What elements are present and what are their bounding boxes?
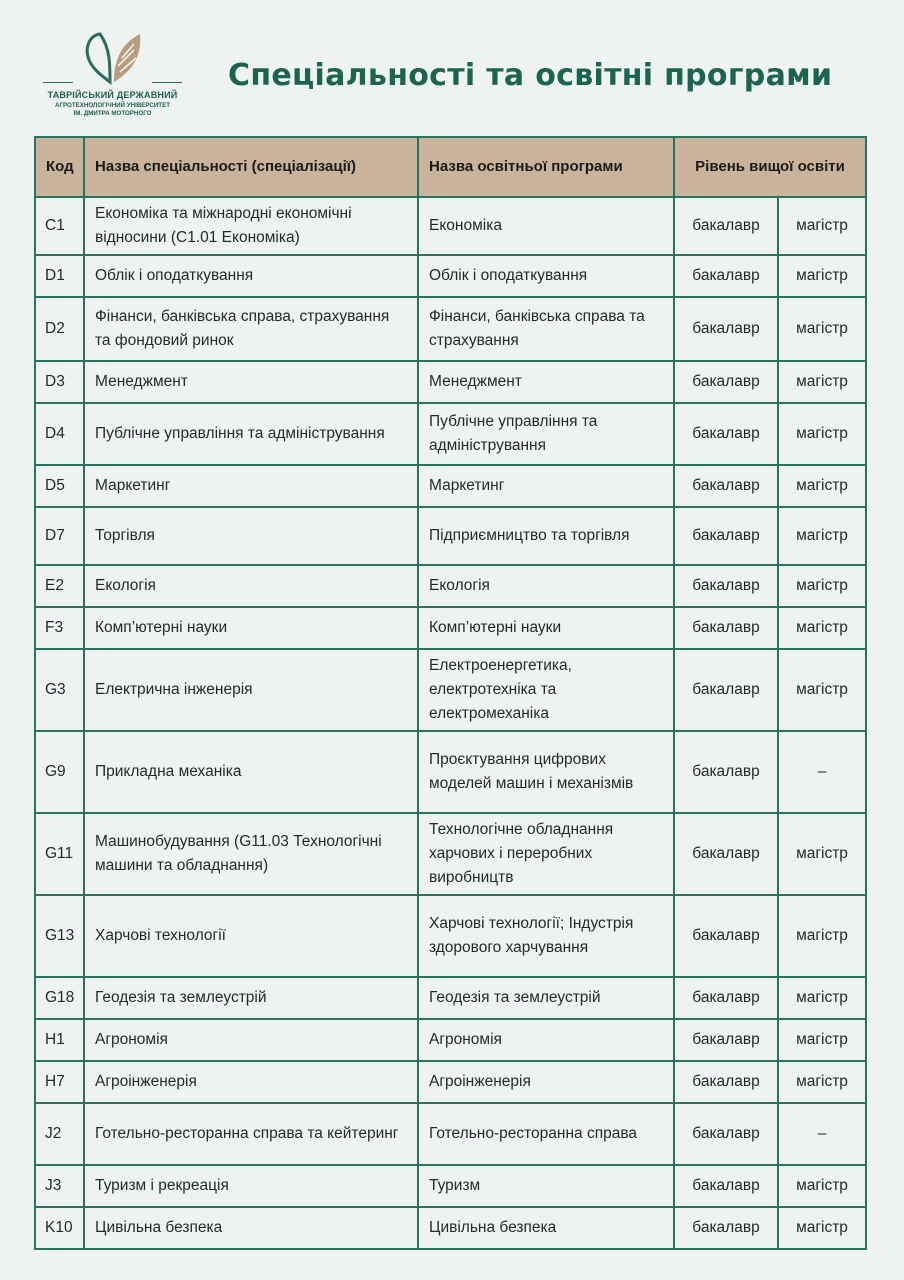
cell-bachelor: бакалавр: [674, 649, 778, 731]
cell-specialty: Харчові технології: [84, 895, 418, 977]
cell-bachelor: бакалавр: [674, 1207, 778, 1249]
cell-program: Облік і оподаткування: [418, 255, 674, 297]
cell-program: Комп’ютерні науки: [418, 607, 674, 649]
table-row: [35, 607, 866, 649]
cell-program: Підприємництво та торгівля: [418, 507, 674, 565]
table-row: [35, 813, 866, 895]
cell-program: Агрономія: [418, 1019, 674, 1061]
column-header-level: Рівень вищої освіти: [674, 137, 866, 197]
cell-bachelor: бакалавр: [674, 1061, 778, 1103]
cell-specialty: Електрична інженерія: [84, 649, 418, 731]
table-row: [35, 731, 866, 813]
cell-code: J3: [35, 1165, 84, 1207]
cell-code: F3: [35, 607, 84, 649]
cell-master: магістр: [778, 1061, 866, 1103]
table-row: [35, 297, 866, 361]
column-header-code: Код: [35, 137, 84, 197]
cell-program: Економіка: [418, 197, 674, 255]
cell-code: G11: [35, 813, 84, 895]
table-row: [35, 1019, 866, 1061]
cell-master: магістр: [778, 1165, 866, 1207]
cell-program: Проєктування цифрових моделей машин і механізмів: [418, 731, 674, 813]
column-header-specialty: Назва спеціальності (спеціалізації): [84, 137, 418, 197]
cell-program: Харчові технології; Індустрія здорового харчування: [418, 895, 674, 977]
table-row: [35, 361, 866, 403]
column-header-program: Назва освітньої програми: [418, 137, 674, 197]
cell-code: G3: [35, 649, 84, 731]
table-row: [35, 895, 866, 977]
cell-bachelor: бакалавр: [674, 1019, 778, 1061]
cell-program: Публічне управління та адміністрування: [418, 403, 674, 465]
cell-code: D4: [35, 403, 84, 465]
cell-specialty: Економіка та міжнародні економічні відносини (C1.01 Економіка): [84, 197, 418, 255]
cell-code: D2: [35, 297, 84, 361]
cell-program: Цивільна безпека: [418, 1207, 674, 1249]
leaf-logo-icon: [82, 28, 144, 86]
cell-program: Електроенергетика, електротехніка та електромеханіка: [418, 649, 674, 731]
cell-master: магістр: [778, 977, 866, 1019]
cell-bachelor: бакалавр: [674, 361, 778, 403]
cell-specialty: Цивільна безпека: [84, 1207, 418, 1249]
university-name-line2: АГРОТЕХНОЛОГІЧНИЙ УНІВЕРСИТЕТ: [54, 102, 170, 109]
university-name-line3: ІМ. ДМИТРА МОТОРНОГО: [73, 110, 152, 117]
cell-master: магістр: [778, 465, 866, 507]
cell-specialty: Екологія: [84, 565, 418, 607]
cell-master: магістр: [778, 403, 866, 465]
cell-master: магістр: [778, 649, 866, 731]
cell-bachelor: бакалавр: [674, 403, 778, 465]
page-header: [0, 0, 904, 135]
university-name-line1: ТАВРІЙСЬКИЙ ДЕРЖАВНИЙ: [47, 90, 178, 100]
cell-master: магістр: [778, 813, 866, 895]
cell-code: D3: [35, 361, 84, 403]
cell-program: Технологічне обладнання харчових і переробних виробництв: [418, 813, 674, 895]
cell-master: магістр: [778, 565, 866, 607]
logo-divider-right: [152, 82, 182, 83]
cell-specialty: Готельно-ресторанна справа та кейтеринг: [84, 1103, 418, 1165]
table-body: [35, 197, 866, 1249]
table-row: [35, 977, 866, 1019]
cell-code: D7: [35, 507, 84, 565]
cell-bachelor: бакалавр: [674, 297, 778, 361]
cell-program: Готельно-ресторанна справа: [418, 1103, 674, 1165]
cell-specialty: Фінанси, банківська справа, страхування та фондовий ринок: [84, 297, 418, 361]
cell-specialty: Прикладна механіка: [84, 731, 418, 813]
cell-master: –: [778, 731, 866, 813]
table-row: [35, 565, 866, 607]
cell-master: магістр: [778, 255, 866, 297]
cell-bachelor: бакалавр: [674, 465, 778, 507]
cell-bachelor: бакалавр: [674, 197, 778, 255]
cell-specialty: Маркетинг: [84, 465, 418, 507]
cell-master: магістр: [778, 1207, 866, 1249]
cell-code: H1: [35, 1019, 84, 1061]
cell-bachelor: бакалавр: [674, 565, 778, 607]
cell-master: магістр: [778, 507, 866, 565]
cell-bachelor: бакалавр: [674, 1165, 778, 1207]
cell-specialty: Туризм і рекреація: [84, 1165, 418, 1207]
cell-code: G18: [35, 977, 84, 1019]
cell-program: Екологія: [418, 565, 674, 607]
cell-bachelor: бакалавр: [674, 895, 778, 977]
cell-specialty: Машинобудування (G11.03 Технологічні машини та обладнання): [84, 813, 418, 895]
table-row: [35, 465, 866, 507]
page-title: Спеціальності та освітні програми: [228, 58, 833, 93]
cell-code: D5: [35, 465, 84, 507]
cell-program: Геодезія та землеустрій: [418, 977, 674, 1019]
cell-code: H7: [35, 1061, 84, 1103]
cell-program: Менеджмент: [418, 361, 674, 403]
cell-specialty: Агрономія: [84, 1019, 418, 1061]
programs-table: [34, 136, 867, 1250]
logo-divider-left: [43, 82, 73, 83]
table-row: [35, 1207, 866, 1249]
university-logo: [40, 28, 185, 128]
cell-specialty: Комп’ютерні науки: [84, 607, 418, 649]
cell-code: C1: [35, 197, 84, 255]
table-row: [35, 1061, 866, 1103]
cell-master: –: [778, 1103, 866, 1165]
table-row: [35, 1103, 866, 1165]
cell-bachelor: бакалавр: [674, 813, 778, 895]
table-row: [35, 255, 866, 297]
cell-master: магістр: [778, 1019, 866, 1061]
cell-code: D1: [35, 255, 84, 297]
cell-bachelor: бакалавр: [674, 507, 778, 565]
cell-master: магістр: [778, 895, 866, 977]
table-row: [35, 649, 866, 731]
cell-specialty: Агроінженерія: [84, 1061, 418, 1103]
cell-bachelor: бакалавр: [674, 607, 778, 649]
cell-master: магістр: [778, 197, 866, 255]
cell-master: магістр: [778, 607, 866, 649]
table-header-row: [35, 137, 866, 197]
cell-code: G9: [35, 731, 84, 813]
cell-program: Маркетинг: [418, 465, 674, 507]
cell-bachelor: бакалавр: [674, 255, 778, 297]
cell-code: K10: [35, 1207, 84, 1249]
cell-specialty: Облік і оподаткування: [84, 255, 418, 297]
cell-bachelor: бакалавр: [674, 1103, 778, 1165]
cell-program: Агроінженерія: [418, 1061, 674, 1103]
cell-code: J2: [35, 1103, 84, 1165]
table-row: [35, 1165, 866, 1207]
table-row: [35, 197, 866, 255]
cell-specialty: Торгівля: [84, 507, 418, 565]
cell-program: Туризм: [418, 1165, 674, 1207]
cell-code: E2: [35, 565, 84, 607]
cell-bachelor: бакалавр: [674, 977, 778, 1019]
cell-specialty: Менеджмент: [84, 361, 418, 403]
cell-specialty: Геодезія та землеустрій: [84, 977, 418, 1019]
cell-master: магістр: [778, 297, 866, 361]
table-row: [35, 507, 866, 565]
cell-code: G13: [35, 895, 84, 977]
cell-specialty: Публічне управління та адміністрування: [84, 403, 418, 465]
cell-bachelor: бакалавр: [674, 731, 778, 813]
cell-master: магістр: [778, 361, 866, 403]
cell-program: Фінанси, банківська справа та страхування: [418, 297, 674, 361]
table-row: [35, 403, 866, 465]
